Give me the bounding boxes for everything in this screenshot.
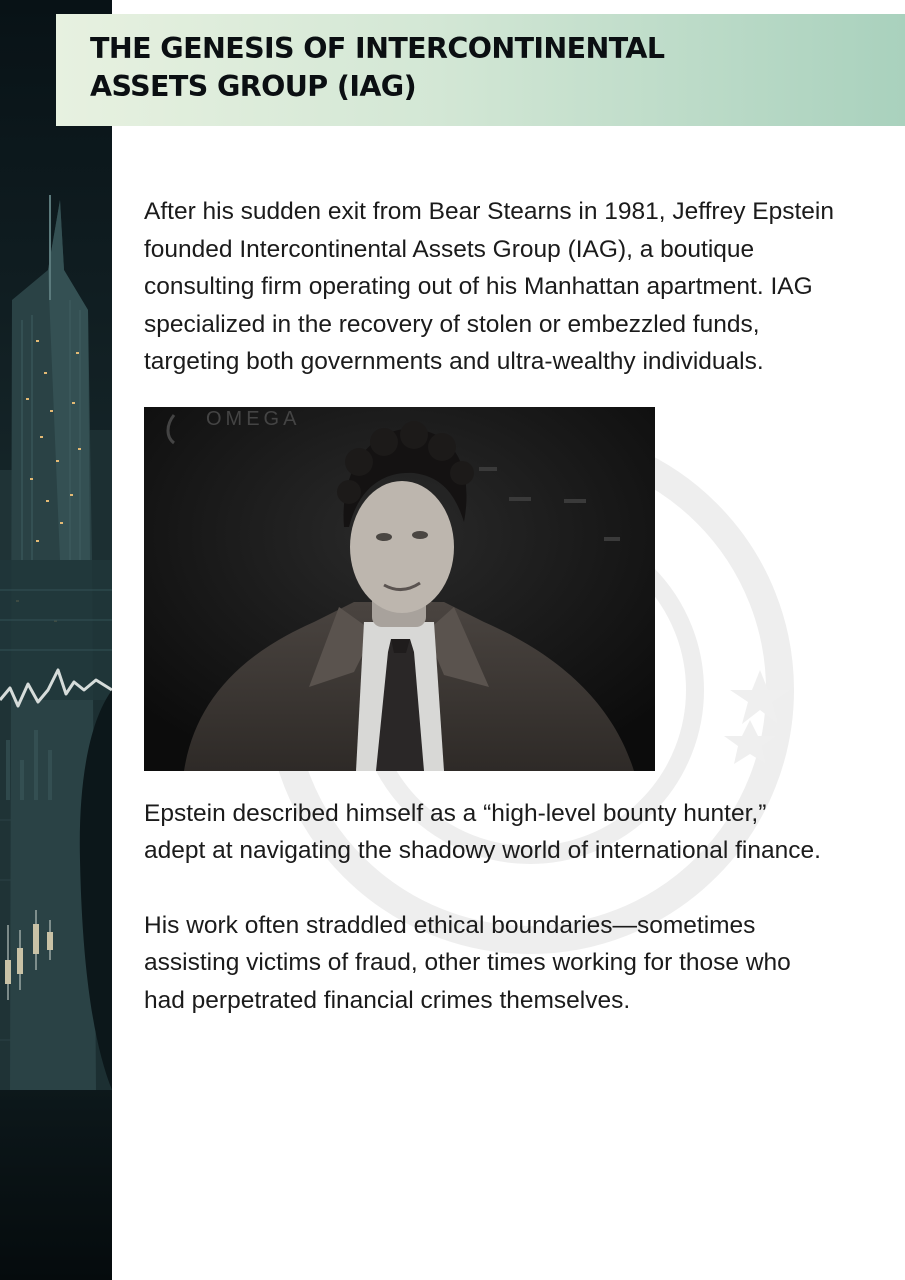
portrait-photo-illustration (144, 407, 655, 771)
article-body (144, 193, 834, 1019)
skyline-illustration (0, 0, 112, 1280)
background-sign-text: OMEGA (206, 407, 301, 430)
page-title: THE GENESIS OF INTERCONTINENTAL ASSETS GROUP (IAG) (90, 32, 665, 103)
intro-paragraph: After his sudden exit from Bear Stearns in 1981, Jeffrey Epstein founded Intercontinental Assets Group (IAG), a boutique consulting firm operating out of his Manhattan apartment. IAG specialized in the recovery of stolen or embezzled funds, targeting both governments and ultra-wealthy individuals. (144, 198, 834, 375)
portrait-photo (144, 407, 655, 771)
ethics-paragraph: His work often straddled ethical boundaries—sometimes assisting victims of fraud, other times working for those who had perpetrated financial crimes themselves. (144, 911, 791, 1014)
bounty-hunter-paragraph: Epstein described himself as a “high-level bounty hunter,” adept at navigating the shadowy world of international finance. (144, 799, 821, 864)
decorative-city-skyline-strip (0, 0, 112, 1280)
